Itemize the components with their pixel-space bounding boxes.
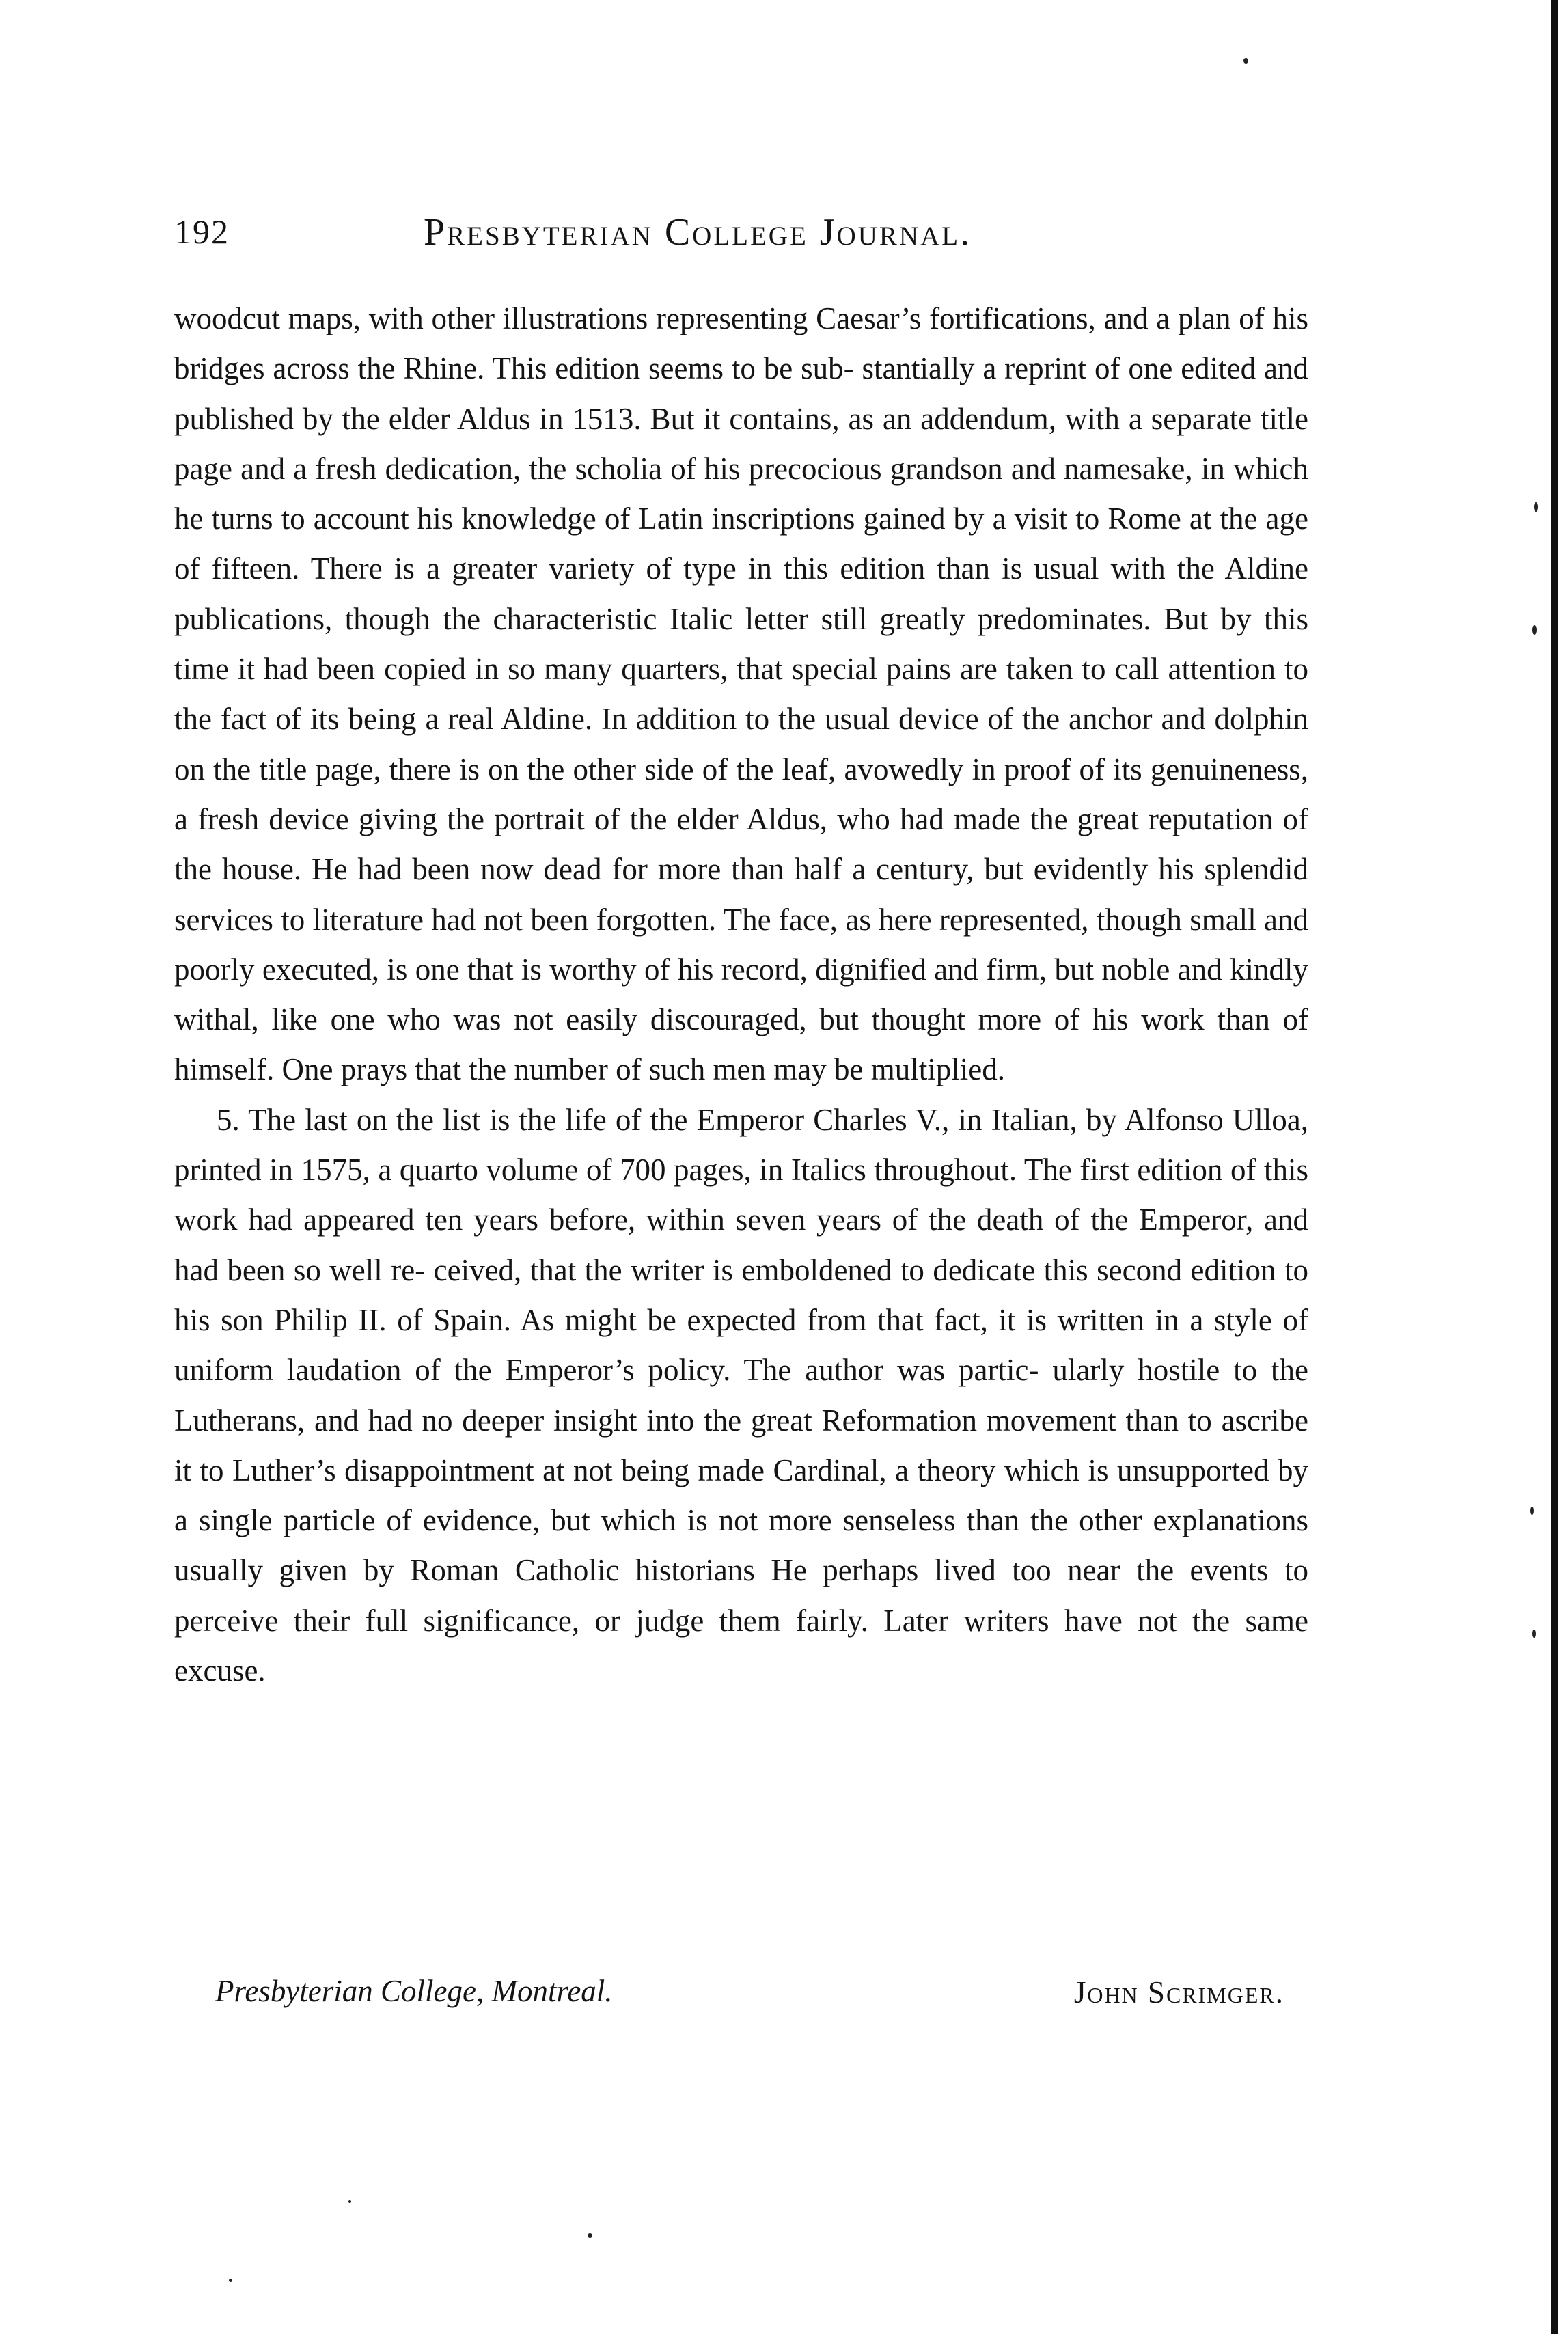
page-edge-shadow bbox=[1551, 0, 1558, 2334]
signature-line bbox=[215, 1973, 1284, 2028]
scan-speck bbox=[1532, 1630, 1536, 1638]
scan-speck bbox=[348, 2200, 351, 2203]
running-head: Presbyterian College Journal. bbox=[424, 211, 972, 253]
article-body bbox=[174, 294, 1308, 1696]
body-paragraph: woodcut maps, with other illustrations representing Caesar’s fortifications, and a plan of his bridges across the Rhine. This edition seems to be sub- stantially a reprint of one edited and published by the elder Aldus in 1513. But it contains, as an addendum, with a separate title page and a fresh dedication, the scholia of his precocious grandson and namesake, in which he turns to account his knowledge of Latin inscriptions gained by a visit to Rome at the age of fifteen. There is a greater variety of type in this edition than is usual with the Aldine publications, though the characteristic Italic letter still greatly predominates. But by this time it had been copied in so many quarters, that special pains are taken to call attention to the fact of its being a real Aldine. In addition to the usual device of the anchor and dolphin on the title page, there is on the other side of the leaf, avowedly in proof of its genuineness, a fresh device giving the portrait of the elder Aldus, who had made the great reputation of the house. He had been now dead for more than half a century, but evidently his splendid services to literature had not been forgotten. The face, as here represented, though small and poorly executed, is one that is worthy of his record, dignified and firm, but noble and kindly withal, like one who was not easily discouraged, but thought more of his work than of himself. One prays that the number of such men may be multiplied. bbox=[174, 301, 1308, 1087]
scan-speck bbox=[1534, 502, 1538, 512]
scan-speck bbox=[588, 2233, 592, 2238]
scan-speck bbox=[1530, 1507, 1534, 1515]
scan-speck bbox=[1243, 58, 1248, 64]
scan-speck bbox=[229, 2279, 232, 2282]
page-header bbox=[174, 205, 1308, 266]
page-number: 192 bbox=[174, 212, 230, 251]
body-paragraph: 5. The last on the list is the life of the Emperor Charles V., in Italian, by Alfonso Ulloa, printed in 1575, a quarto volume of 700 pages, in Italics throughout. The first edition of this work had appeared ten years before, within seven years of the death of the Emperor, and had been so well re- ceived, that the writer is emboldened to dedicate this second edition to his son Philip II. of Spain. As might be expected from that fact, it is written in a style of uniform laudation of the Emperor’s policy. The author was partic- ularly hostile to the Lutherans, and had no deeper insight into the great Reformation movement than to ascribe it to Luther’s disappointment at not being made Cardinal, a theory which is unsupported by a single particle of evidence, but which is not more senseless than the other explanations usually given by Roman Catholic historians He perhaps lived too near the events to perceive their full significance, or judge them fairly. Later writers have not the same excuse. bbox=[174, 1102, 1308, 1688]
signature-author: John Scrimger. bbox=[1073, 1975, 1284, 2009]
scan-speck bbox=[1532, 625, 1537, 635]
signature-place: Presbyterian College, Montreal. bbox=[215, 1974, 613, 2008]
